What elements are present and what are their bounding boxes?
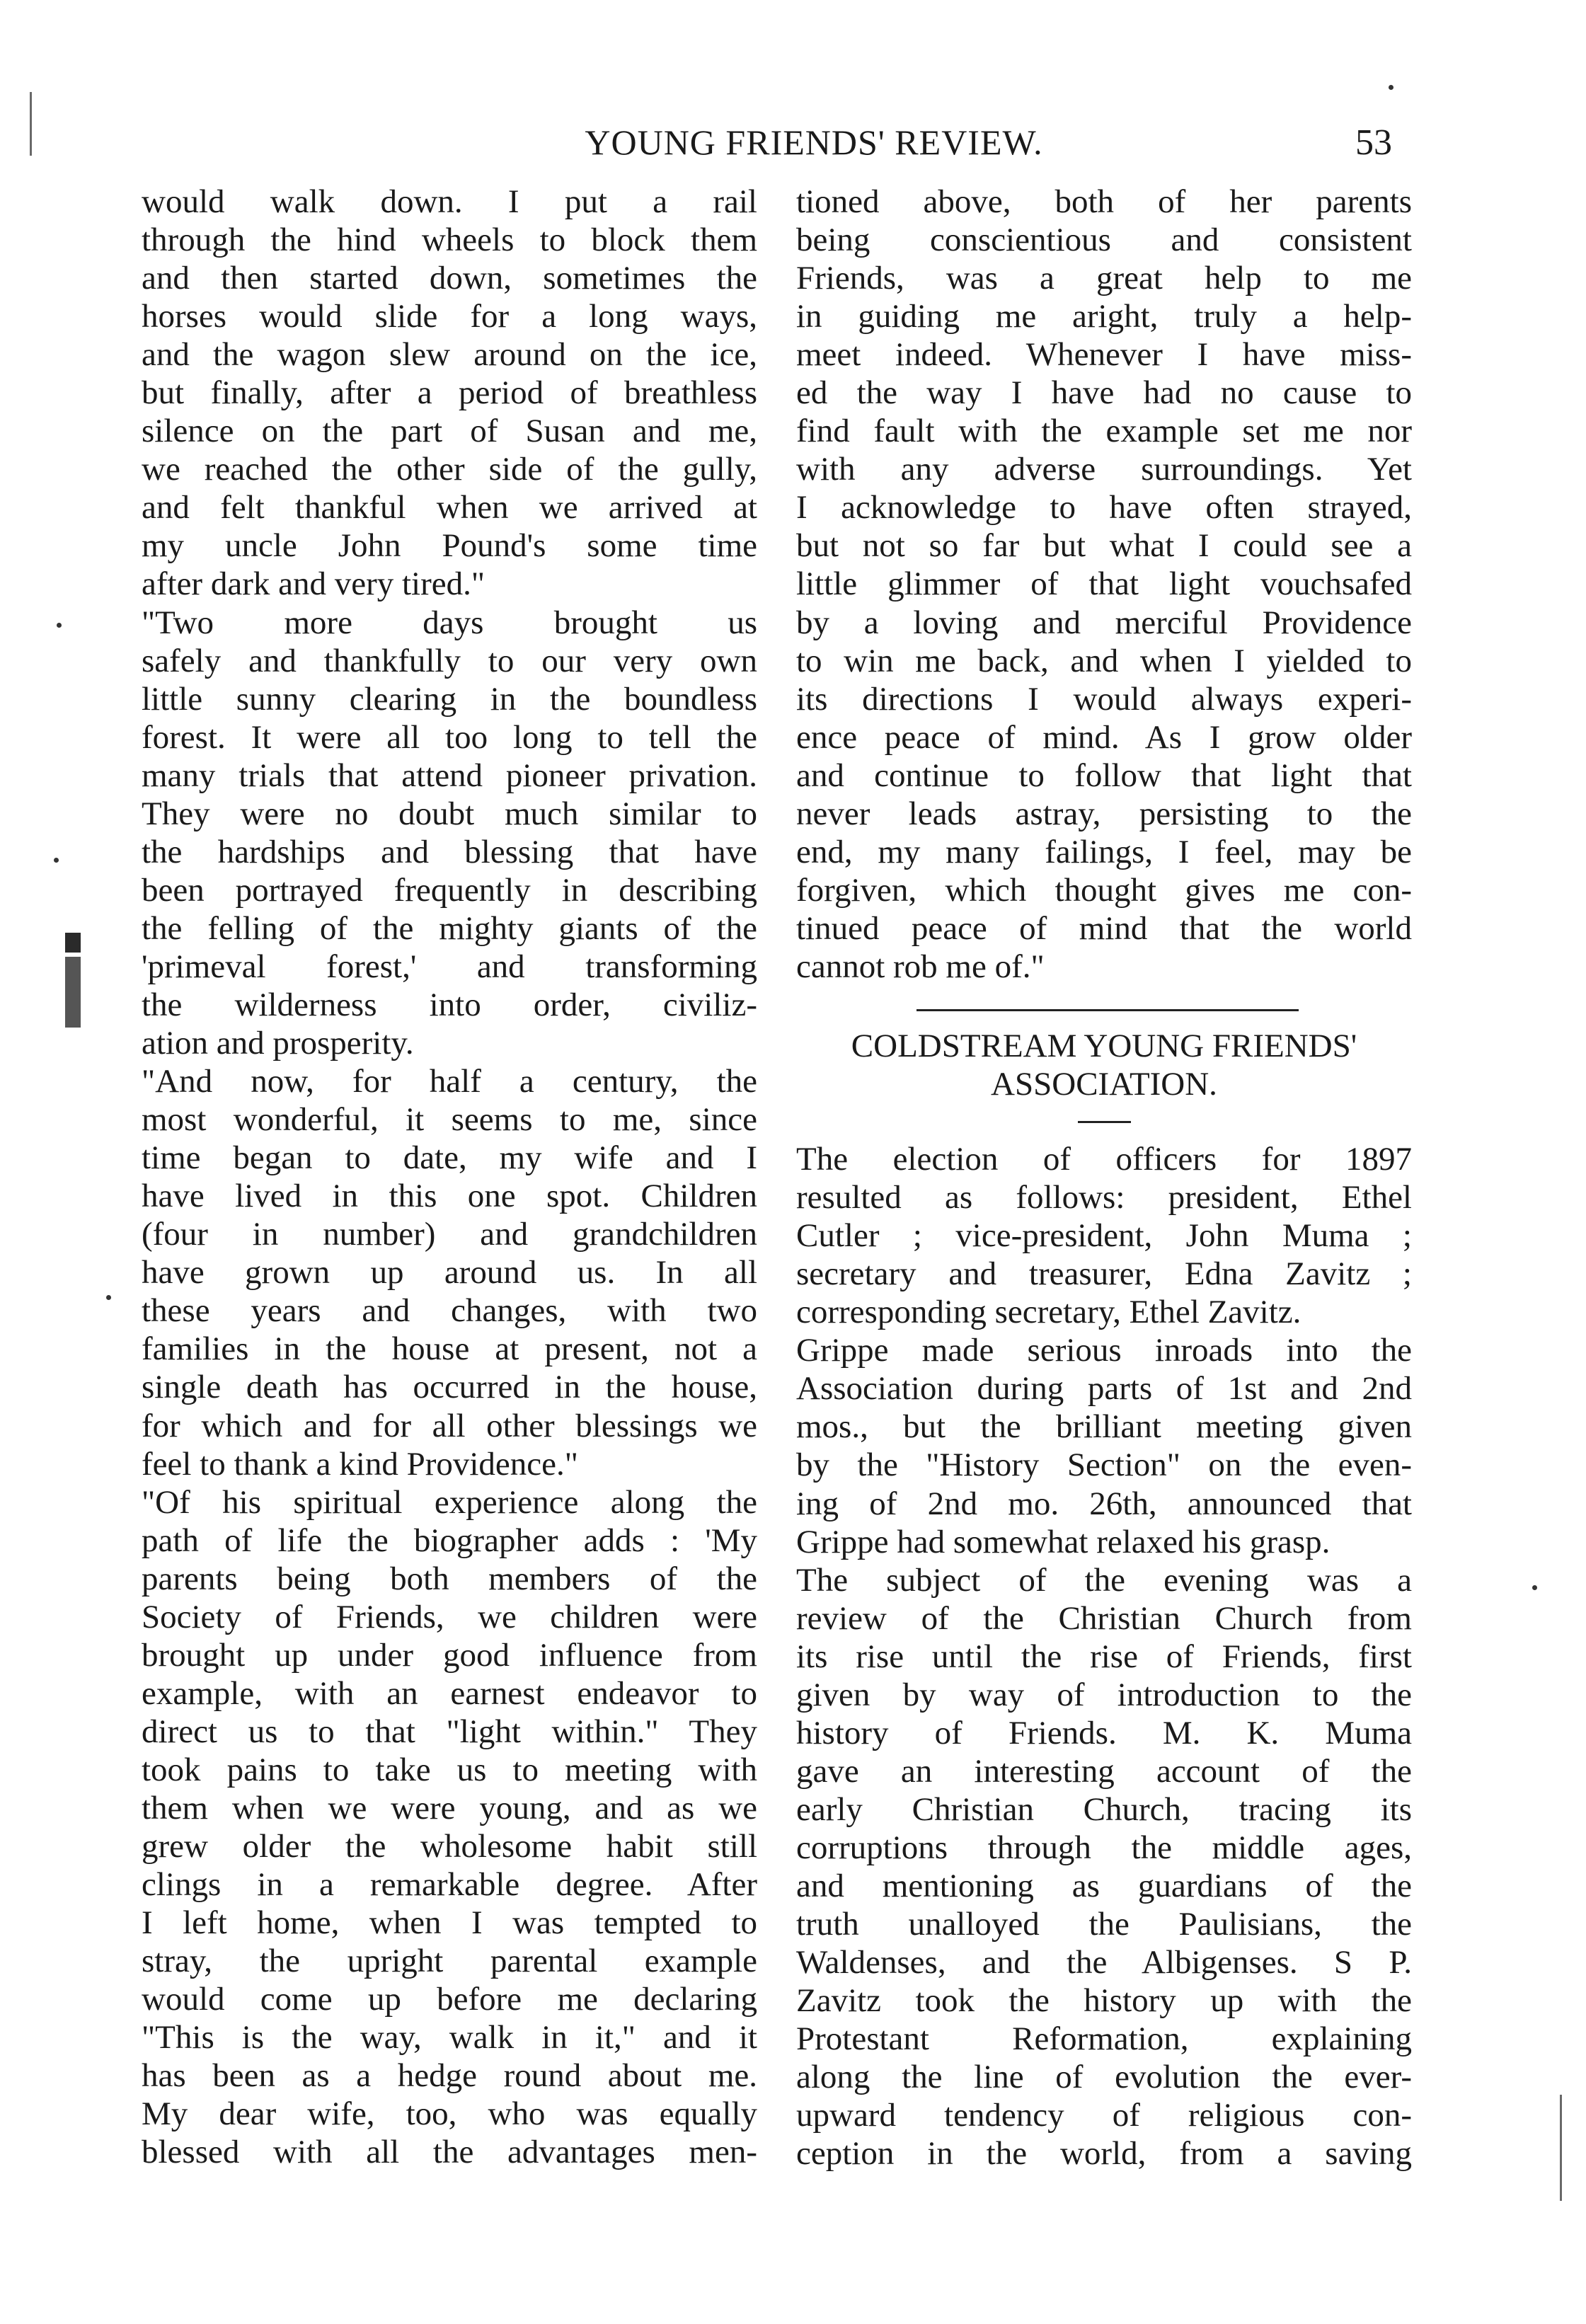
text-line: forest. It were all too long to tell the [142,718,757,756]
text-line: and mentioning as guardians of the [796,1867,1412,1904]
scan-mark [30,92,32,156]
text-line: and then started down, sometimes the [142,260,757,297]
text-line: safely and thankfully to our very own [142,642,757,679]
text-line: but finally, after a period of breathless [142,374,757,412]
running-header: YOUNG FRIENDS' REVIEW. [585,122,1043,162]
scan-mark [1560,2095,1562,2201]
text-line: My dear wife, too, who was equally [142,2095,757,2133]
text-line: I left home, when I was tempted to [142,1904,757,1942]
text-line: many trials that attend pioneer privation. [142,757,757,794]
text-line: never leads astray, persisting to the [796,795,1412,832]
text-line: early Christian Church, tracing its [796,1790,1412,1828]
text-line: the wilderness into order, civiliz- [142,986,757,1023]
text-line: corresponding secretary, Ethel Zavitz. [796,1294,1301,1331]
text-line: and continue to follow that light that [796,757,1412,794]
text-line: has been as a hedge round about me. [142,2057,757,2095]
heading-line: ASSOCIATION. [991,1066,1217,1103]
text-line: silence on the part of Susan and me, [142,413,757,450]
text-line: and felt thankful when we arrived at [142,489,757,527]
text-line: after dark and very tired." [142,565,485,603]
text-line: Grippe made serious inroads into the [796,1332,1412,1369]
text-line: Grippe had somewhat relaxed his grasp. [796,1523,1331,1560]
text-line: "Two more days brought us [142,604,757,641]
text-line: ed the way I have had no cause to [796,374,1412,412]
text-line: Waldenses, and the Albigenses. S P. [796,1944,1412,1981]
text-line: families in the house at present, not a [142,1330,757,1368]
scan-mark [65,957,81,1028]
text-line: (four in number) and grandchildren [142,1216,757,1253]
text-line: corruptions through the middle ages, [796,1829,1412,1866]
text-line: with any adverse surroundings. Yet [796,451,1412,488]
text-line: to win me back, and when I yielded to [796,642,1412,679]
text-line: took pains to take us to meeting with [142,1751,757,1788]
text-line: ception in the world, from a saving [796,2135,1412,2173]
text-line: stray, the upright parental example [142,1943,757,1980]
left-column [142,183,757,2171]
text-line: have lived in this one spot. Children [142,1178,757,1215]
text-line: Zavitz took the history up with the [796,1982,1412,2020]
text-line: gave an interesting account of the [796,1752,1412,1790]
text-line: ing of 2nd mo. 26th, announced that [796,1485,1412,1522]
scan-mark [65,933,81,953]
text-line: Society of Friends, we children were [142,1598,757,1635]
text-line: little sunny clearing in the boundless [142,680,757,718]
text-line: time began to date, my wife and I [142,1139,757,1177]
text-line: would walk down. I put a rail [142,183,757,220]
text-line: The subject of the evening was a [796,1561,1412,1599]
scan-speck [1532,1585,1537,1590]
text-line: we reached the other side of the gully, [142,451,757,488]
section-heading [796,1027,1412,1103]
text-line: tinued peace of mind that the world [796,909,1412,947]
text-line: and the wagon slew around on the ice, [142,336,757,374]
text-line: find fault with the example set me nor [796,413,1412,450]
text-line: They were no doubt much similar to [142,795,757,832]
text-line: Protestant Reformation, explaining [796,2020,1412,2058]
text-line: mos., but the brilliant meeting given [796,1408,1412,1446]
text-line: most wonderful, it seems to me, since [142,1101,757,1139]
text-line: I acknowledge to have often strayed, [796,489,1412,527]
letter-continuation [796,183,1412,986]
scan-speck [57,623,62,628]
text-line: been portrayed frequently in describing [142,871,757,909]
text-line: truth unalloyed the Paulisians, the [796,1906,1412,1943]
section-divider-rule [916,1009,1299,1011]
text-line: its directions I would always experi- [796,680,1412,718]
text-line: the felling of the mighty giants of the [142,909,757,947]
text-line: single death has occurred in the house, [142,1369,757,1406]
text-line: resulted as follows: president, Ethel [796,1179,1412,1216]
scan-speck [106,1295,111,1300]
text-line: given by way of introduction to the [796,1676,1412,1713]
text-line: parents being both members of the [142,1560,757,1597]
scan-speck [54,858,59,863]
text-line: ence peace of mind. As I grow older [796,718,1412,756]
text-line: 'primeval forest,' and transforming [142,948,757,985]
text-line: "And now, for half a century, the [142,1063,757,1100]
text-line: secretary and treasurer, Edna Zavitz ; [796,1255,1412,1293]
text-line: "This is the way, walk in it," and it [142,2019,757,2056]
text-line: my uncle John Pound's some time [142,527,757,565]
text-line: end, my many failings, I feel, may be [796,833,1412,870]
text-line: direct us to that "light within." They [142,1713,757,1750]
text-line: history of Friends. M. K. Muma [796,1714,1412,1751]
text-line: being conscientious and consistent [796,222,1412,259]
association-report [796,1140,1412,2173]
text-line: have grown up around us. In all [142,1254,757,1292]
text-line: in guiding me aright, truly a help- [796,298,1412,335]
text-line: meet indeed. Whenever I have miss- [796,336,1412,374]
text-line: clings in a remarkable degree. After [142,1866,757,1904]
text-line: through the hind wheels to block them [142,222,757,259]
text-line: Association during parts of 1st and 2nd [796,1370,1412,1408]
heading-underline-rule [1078,1121,1131,1123]
text-line: review of the Christian Church from [796,1599,1412,1637]
text-line: horses would slide for a long ways, [142,298,757,335]
scan-speck [1389,85,1394,90]
text-line: The election of officers for 1897 [796,1141,1412,1178]
text-line: brought up under good influence from [142,1636,757,1674]
text-line: upward tendency of religious con- [796,2097,1412,2134]
page-number: 53 [1355,122,1392,163]
text-line: by the "History Section" on the even- [796,1446,1412,1484]
text-line: little glimmer of that light vouchsafed [796,565,1412,603]
text-line: along the line of evolution the ever- [796,2059,1412,2096]
text-line: would come up before me declaring [142,1981,757,2018]
text-line: example, with an earnest endeavor to [142,1674,757,1712]
text-line: the hardships and blessing that have [142,833,757,870]
text-line: Friends, was a great help to me [796,260,1412,297]
text-line: by a loving and merciful Providence [796,604,1412,641]
text-line: path of life the biographer adds : 'My [142,1521,757,1559]
text-line: grew older the wholesome habit still [142,1828,757,1865]
text-line: tioned above, both of her parents [796,183,1412,220]
text-line: ation and prosperity. [142,1025,414,1062]
text-line: them when we were young, and as we [142,1789,757,1827]
text-line: forgiven, which thought gives me con- [796,871,1412,909]
text-line: feel to thank a kind Providence." [142,1445,578,1483]
text-line: but not so far but what I could see a [796,527,1412,565]
text-line: cannot rob me of." [796,948,1045,985]
heading-line: COLDSTREAM YOUNG FRIENDS' [851,1027,1357,1064]
text-line: its rise until the rise of Friends, first [796,1638,1412,1675]
text-line: Cutler ; vice-president, John Muma ; [796,1217,1412,1255]
spacer [796,986,1412,1027]
right-column [796,183,1412,2173]
text-line: for which and for all other blessings we [142,1407,757,1444]
text-line: these years and changes, with two [142,1292,757,1330]
text-line: "Of his spiritual experience along the [142,1483,757,1521]
text-line: blessed with all the advantages men- [142,2134,757,2171]
